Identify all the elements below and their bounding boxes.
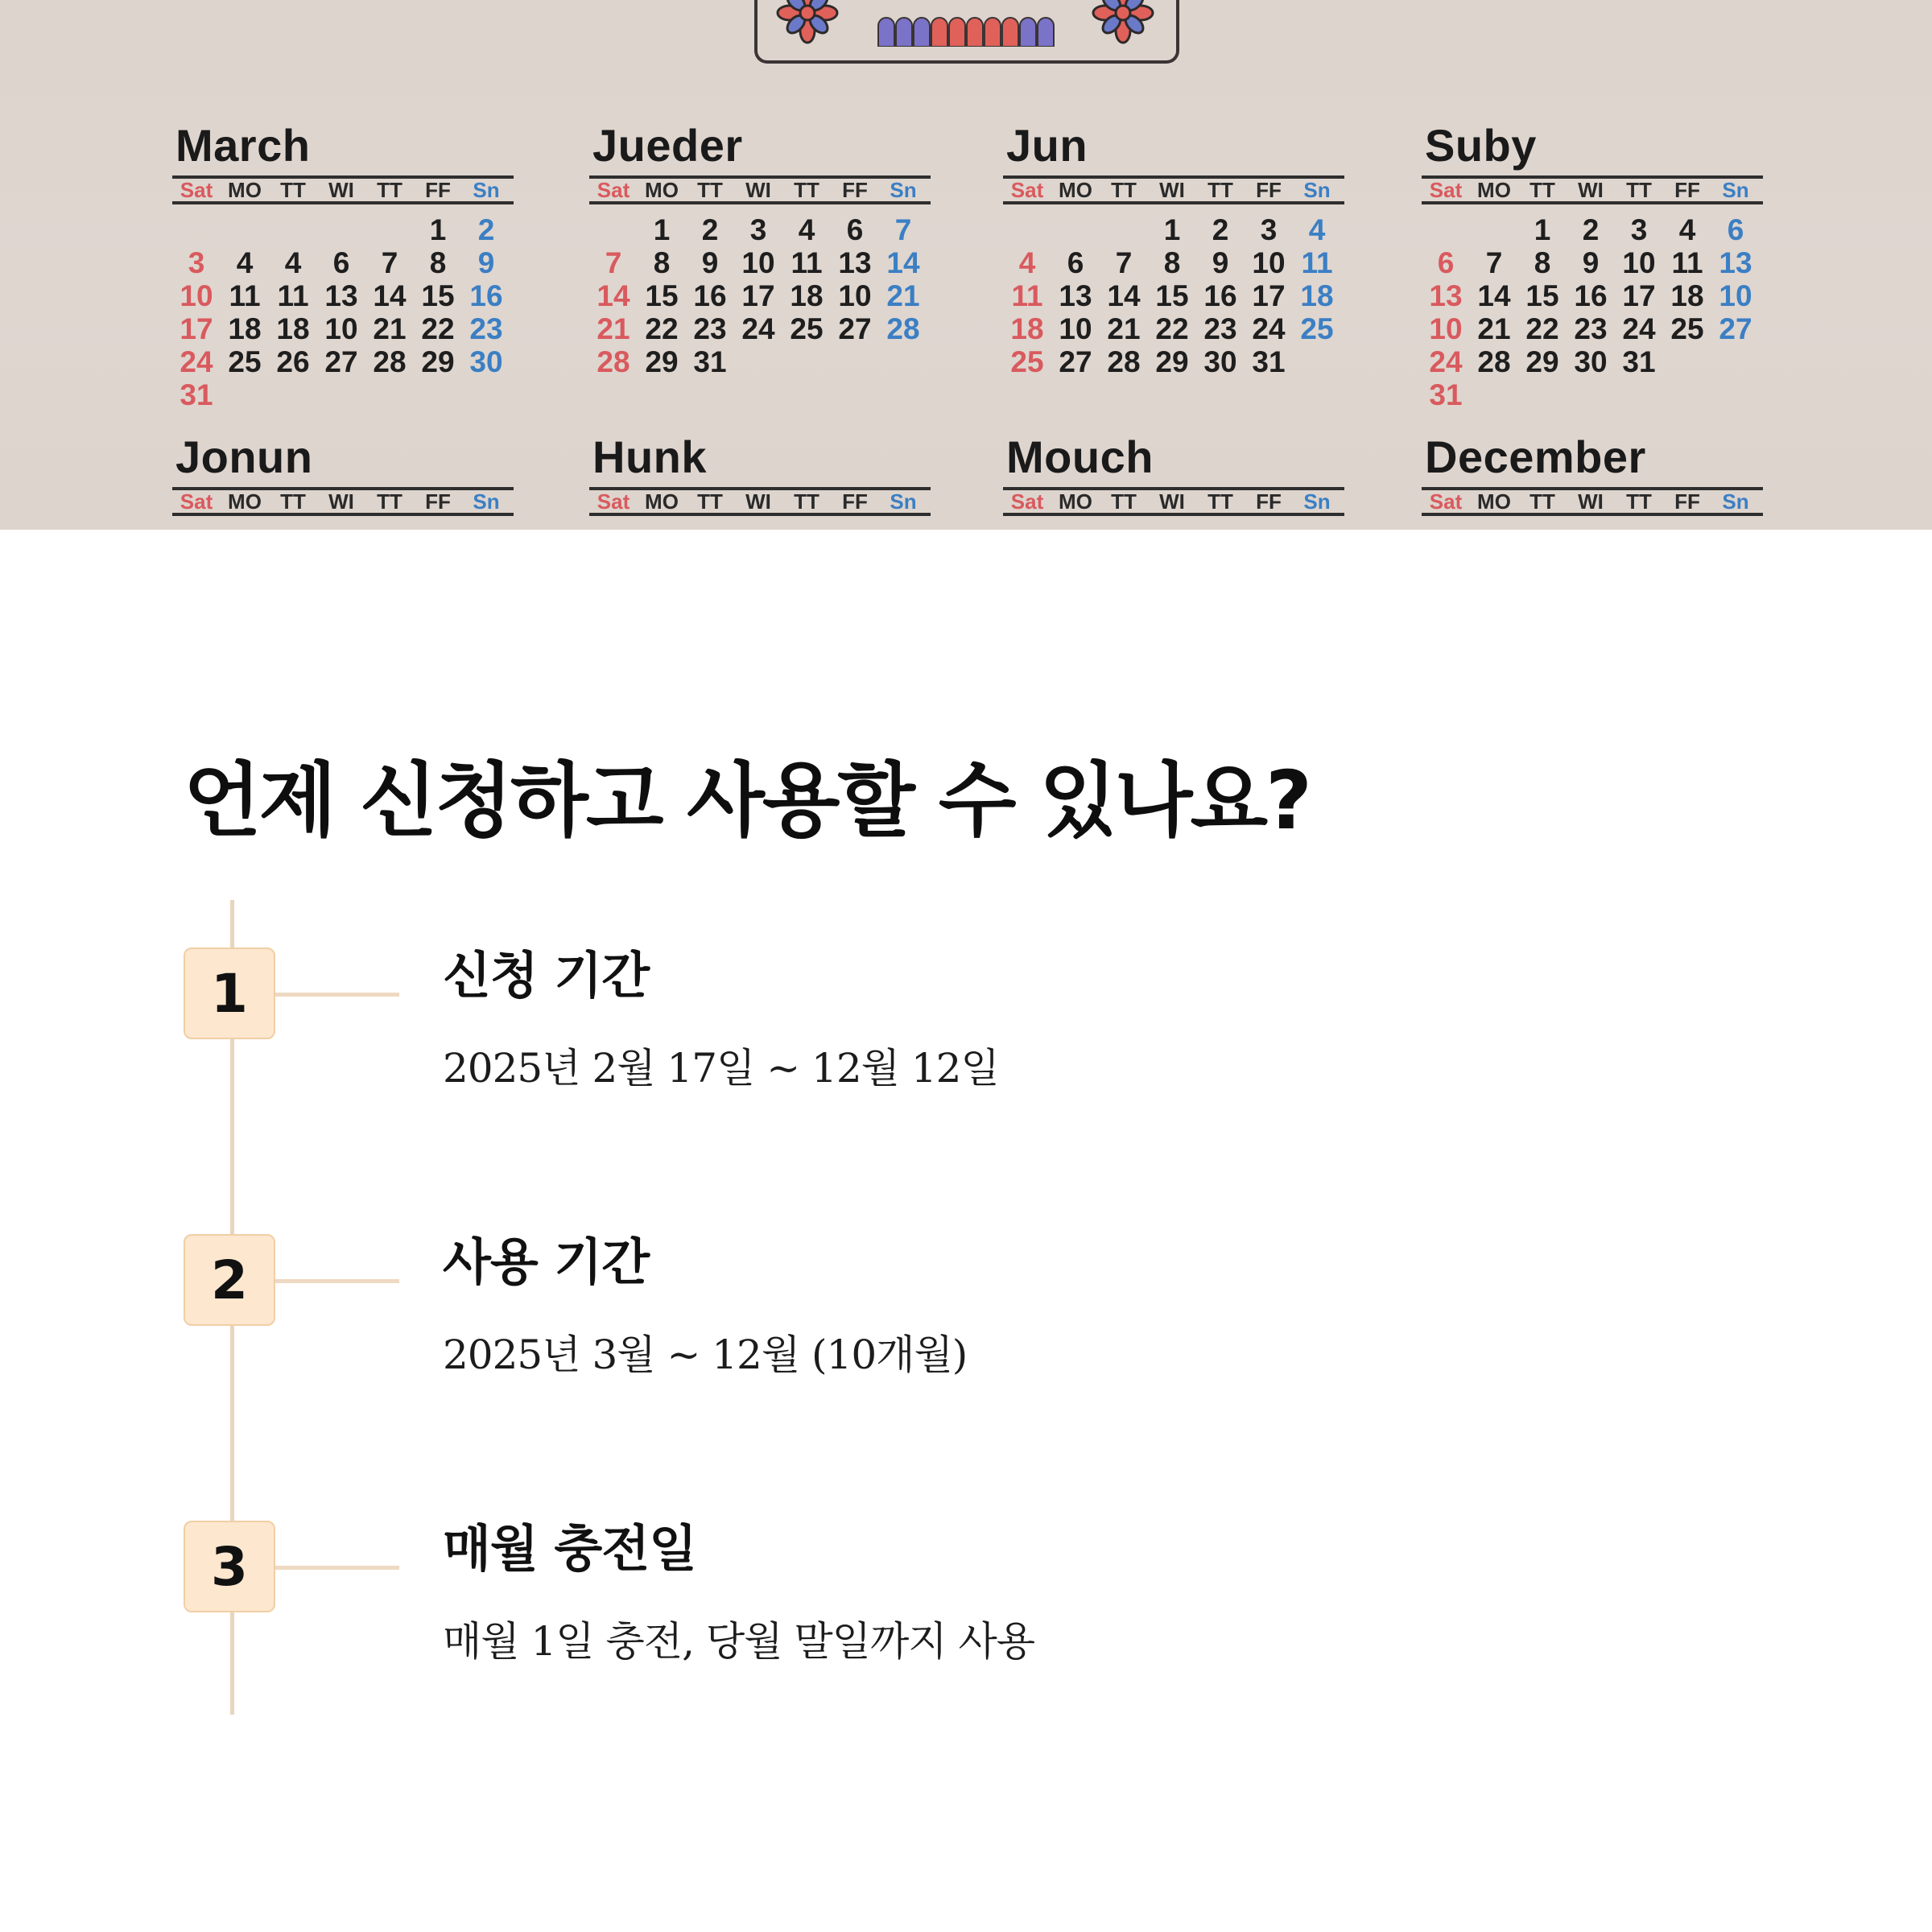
flower-icon [775, 0, 840, 45]
calendar-day: 24 [1622, 312, 1656, 345]
calendar-banner-image [0, 0, 1932, 530]
calendar-day: 31 [1622, 345, 1656, 378]
calendar-day: 11 [1301, 246, 1333, 279]
weekday-label: FF [1256, 178, 1282, 202]
calendar-day: 14 [886, 246, 920, 279]
step-title: 신청 기간 [443, 946, 650, 1005]
weekday-label: TT [1530, 489, 1555, 514]
month-name: Hunk [592, 431, 707, 482]
weekday-label: Sn [1722, 489, 1749, 514]
weekday-header [589, 175, 931, 204]
calendar-month [1422, 119, 1763, 441]
calendar-day: 25 [790, 312, 824, 345]
calendar-month [172, 431, 514, 530]
calendar-day: 14 [1107, 279, 1141, 312]
weekday-label: MO [645, 178, 679, 202]
calendar-day: 13 [1719, 246, 1752, 279]
weekday-label: WI [1159, 178, 1185, 202]
calendar-day: 21 [597, 312, 630, 345]
weekday-label: TT [697, 489, 723, 514]
calendar-day: 10 [1059, 312, 1092, 345]
weekday-label: TT [280, 489, 306, 514]
calendar-day: 7 [1485, 246, 1503, 279]
calendar-day: 10 [180, 279, 213, 312]
weekday-label: TT [280, 178, 306, 202]
calendar-day: 28 [373, 345, 407, 378]
calendar-day: 2 [477, 213, 495, 246]
weekday-label: FF [842, 489, 868, 514]
calendar-day: 11 [1671, 246, 1703, 279]
calendar-day: 27 [1719, 312, 1752, 345]
weekday-header [172, 175, 514, 204]
calendar-day: 16 [693, 279, 727, 312]
calendar-day: 14 [1477, 279, 1511, 312]
weekday-label: Sat [1010, 489, 1044, 514]
calendar-day: 8 [1534, 246, 1551, 279]
weekday-label: MO [1059, 489, 1092, 514]
calendar-day: 27 [838, 312, 872, 345]
calendar-day: 29 [421, 345, 455, 378]
calendar-day: 9 [477, 246, 495, 279]
weekday-label: Sat [1429, 489, 1463, 514]
weekday-label: WI [1159, 489, 1185, 514]
calendar-day: 28 [597, 345, 630, 378]
calendar-day: 18 [1670, 279, 1704, 312]
calendar-day: 1 [1163, 213, 1181, 246]
month-name: December [1425, 431, 1646, 482]
calendar-day: 10 [324, 312, 358, 345]
step-description: 2025년 2월 17일 ~ 12월 12일 [443, 1045, 999, 1092]
calendar-day: 28 [886, 312, 920, 345]
calendar-day: 25 [1670, 312, 1704, 345]
weekday-label: TT [1111, 489, 1137, 514]
calendar-day: 2 [1212, 213, 1229, 246]
calendar-day: 6 [1437, 246, 1455, 279]
calendar-day: 11 [229, 279, 261, 312]
calendar-day: 16 [469, 279, 503, 312]
weekday-label: Sn [473, 178, 500, 202]
weekday-label: FF [842, 178, 868, 202]
calendar-day: 15 [1155, 279, 1189, 312]
weekday-label: WI [745, 489, 771, 514]
calendar-day: 9 [701, 246, 719, 279]
weekday-label: FF [425, 489, 451, 514]
calendar-day: 16 [1574, 279, 1608, 312]
calendar-day: 26 [276, 345, 310, 378]
weekday-label: Sat [180, 489, 213, 514]
calendar-day: 6 [846, 213, 864, 246]
calendar-day: 10 [1719, 279, 1752, 312]
calendar-day: 13 [838, 246, 872, 279]
month-name: Jonun [175, 431, 313, 482]
calendar-day: 18 [1010, 312, 1044, 345]
calendar-day: 4 [1678, 213, 1696, 246]
weekday-label: WI [745, 178, 771, 202]
weekday-label: MO [1059, 178, 1092, 202]
weekday-label: TT [377, 489, 402, 514]
calendar-day: 1 [429, 213, 447, 246]
calendar-day: 1 [1534, 213, 1551, 246]
calendar-day: 17 [180, 312, 213, 345]
weekday-label: TT [377, 178, 402, 202]
calendar-day: 18 [228, 312, 262, 345]
calendar-day: 21 [373, 312, 407, 345]
calendar-day: 10 [838, 279, 872, 312]
weekday-label: Sat [180, 178, 213, 202]
month-name: Jueder [592, 120, 743, 171]
weekday-label: Sn [1303, 489, 1331, 514]
calendar-day: 10 [1622, 246, 1656, 279]
calendar-day: 23 [693, 312, 727, 345]
calendar-day: 24 [180, 345, 213, 378]
calendar-day: 27 [324, 345, 358, 378]
calendar-day: 17 [1622, 279, 1656, 312]
weekday-label: Sn [890, 489, 917, 514]
calendar-day: 15 [421, 279, 455, 312]
weekday-label: MO [228, 178, 262, 202]
calendar-day: 3 [1260, 213, 1278, 246]
calendar-day: 13 [324, 279, 358, 312]
calendar-day: 24 [741, 312, 775, 345]
calendar-day: 15 [1525, 279, 1559, 312]
calendar-day: 21 [1477, 312, 1511, 345]
weekday-label: FF [1256, 489, 1282, 514]
weekday-label: WI [1578, 489, 1604, 514]
weekday-label: Sn [473, 489, 500, 514]
calendar-day: 11 [277, 279, 309, 312]
calendar-day: 3 [188, 246, 205, 279]
calendar-day: 31 [1429, 378, 1463, 411]
calendar-day: 29 [1525, 345, 1559, 378]
calendar-day: 2 [701, 213, 719, 246]
calendar-day: 24 [1252, 312, 1286, 345]
weekday-label: TT [1626, 489, 1652, 514]
calendar-day: 31 [1252, 345, 1286, 378]
weekday-header [1003, 487, 1344, 516]
weekday-label: TT [1208, 489, 1233, 514]
weekday-header [172, 487, 514, 516]
flower-icon [1091, 0, 1155, 45]
calendar-day: 7 [894, 213, 912, 246]
weekday-header [1422, 487, 1763, 516]
calendar-day: 18 [790, 279, 824, 312]
calendar-day: 21 [1107, 312, 1141, 345]
calendar-day: 22 [421, 312, 455, 345]
calendar-day: 4 [236, 246, 254, 279]
step-title: 매월 충전일 [443, 1519, 697, 1578]
calendar-day: 7 [605, 246, 622, 279]
calendar-day: 6 [1067, 246, 1084, 279]
month-name: Mouch [1006, 431, 1154, 482]
calendar-day: 7 [381, 246, 398, 279]
calendar-day: 28 [1107, 345, 1141, 378]
calendar-day: 25 [228, 345, 262, 378]
weekday-label: Sat [597, 489, 630, 514]
calendar-day: 11 [791, 246, 823, 279]
calendar-day: 14 [373, 279, 407, 312]
calendar-day: 22 [645, 312, 679, 345]
calendar-day: 6 [1727, 213, 1744, 246]
weekday-label: TT [794, 489, 819, 514]
calendar-day: 21 [886, 279, 920, 312]
calendar-day: 29 [1155, 345, 1189, 378]
calendar-day: 23 [1203, 312, 1237, 345]
calendar-month [1003, 431, 1344, 530]
weekday-label: Sat [1429, 178, 1463, 202]
calendar-day: 10 [741, 246, 775, 279]
calendar-day: 11 [1011, 279, 1043, 312]
step-number-badge: 1 [184, 947, 275, 1039]
calendar-day: 18 [1300, 279, 1334, 312]
calendar-month [1422, 431, 1763, 530]
calendar-day: 23 [469, 312, 503, 345]
calendar-day: 29 [645, 345, 679, 378]
calendar-day: 8 [653, 246, 671, 279]
step-connector [275, 1279, 399, 1283]
section-title: 언제 신청하고 사용할 수 있나요? [184, 753, 1311, 848]
calendar-day: 25 [1300, 312, 1334, 345]
weekday-label: FF [425, 178, 451, 202]
calendar-day: 25 [1010, 345, 1044, 378]
calendar-day: 1 [653, 213, 671, 246]
calendar-day: 4 [798, 213, 815, 246]
calendar-day: 10 [1429, 312, 1463, 345]
calendar-month [1003, 119, 1344, 441]
weekday-label: WI [328, 489, 354, 514]
weekday-label: FF [1674, 489, 1700, 514]
weekday-label: Sat [1010, 178, 1044, 202]
calendar-month [589, 431, 931, 530]
weekday-label: TT [697, 178, 723, 202]
step-connector [275, 993, 399, 997]
calendar-day: 9 [1212, 246, 1229, 279]
calendar-day: 31 [693, 345, 727, 378]
calendar-day: 9 [1582, 246, 1600, 279]
calendar-day: 13 [1429, 279, 1463, 312]
step-number-badge: 3 [184, 1521, 275, 1612]
month-name: Jun [1006, 120, 1088, 171]
calendar-day: 4 [284, 246, 302, 279]
weekday-label: WI [328, 178, 354, 202]
weekday-label: MO [1477, 489, 1511, 514]
calendar-day: 4 [1018, 246, 1036, 279]
calendar-day: 17 [741, 279, 775, 312]
weekday-label: Sn [1722, 178, 1749, 202]
step-number-badge: 2 [184, 1234, 275, 1326]
calendar-day: 22 [1155, 312, 1189, 345]
calendar-day: 30 [469, 345, 503, 378]
weekday-label: MO [1477, 178, 1511, 202]
calendar-day: 13 [1059, 279, 1092, 312]
weekday-label: WI [1578, 178, 1604, 202]
month-name: March [175, 120, 311, 171]
calendar-day: 10 [1252, 246, 1286, 279]
calendar-day: 30 [1203, 345, 1237, 378]
month-name: Suby [1425, 120, 1537, 171]
calendar-day: 23 [1574, 312, 1608, 345]
step-title: 사용 기간 [443, 1232, 650, 1291]
calendar-day: 24 [1429, 345, 1463, 378]
calendar-day: 27 [1059, 345, 1092, 378]
calendar-day: 3 [749, 213, 767, 246]
weekday-label: MO [228, 489, 262, 514]
arches-decoration [877, 14, 1059, 47]
weekday-label: TT [794, 178, 819, 202]
weekday-header [1422, 175, 1763, 204]
weekday-header [589, 487, 931, 516]
calendar-day: 8 [1163, 246, 1181, 279]
calendar-day: 31 [180, 378, 213, 411]
calendar-day: 22 [1525, 312, 1559, 345]
calendar-day: 30 [1574, 345, 1608, 378]
step-description: 2025년 3월 ~ 12월 (10개월) [443, 1331, 968, 1378]
calendar-day: 4 [1308, 213, 1326, 246]
weekday-label: TT [1626, 178, 1652, 202]
weekday-label: FF [1674, 178, 1700, 202]
calendar-day: 2 [1582, 213, 1600, 246]
calendar-day: 15 [645, 279, 679, 312]
calendar-day: 16 [1203, 279, 1237, 312]
weekday-header [1003, 175, 1344, 204]
calendar-month [172, 119, 514, 441]
calendar-month [589, 119, 931, 441]
weekday-label: TT [1111, 178, 1137, 202]
weekday-label: Sn [1303, 178, 1331, 202]
calendar-day: 8 [429, 246, 447, 279]
step-description: 매월 1일 충전, 당월 말일까지 사용 [443, 1618, 1035, 1665]
weekday-label: MO [645, 489, 679, 514]
weekday-label: Sn [890, 178, 917, 202]
weekday-label: Sat [597, 178, 630, 202]
weekday-label: TT [1530, 178, 1555, 202]
weekday-label: TT [1208, 178, 1233, 202]
calendar-day: 17 [1252, 279, 1286, 312]
calendar-day: 28 [1477, 345, 1511, 378]
calendar-day: 18 [276, 312, 310, 345]
calendar-day: 14 [597, 279, 630, 312]
step-connector [275, 1566, 399, 1570]
calendar-day: 6 [332, 246, 350, 279]
calendar-header-frame [754, 0, 1179, 64]
calendar-day: 7 [1115, 246, 1133, 279]
calendar-day: 3 [1630, 213, 1648, 246]
